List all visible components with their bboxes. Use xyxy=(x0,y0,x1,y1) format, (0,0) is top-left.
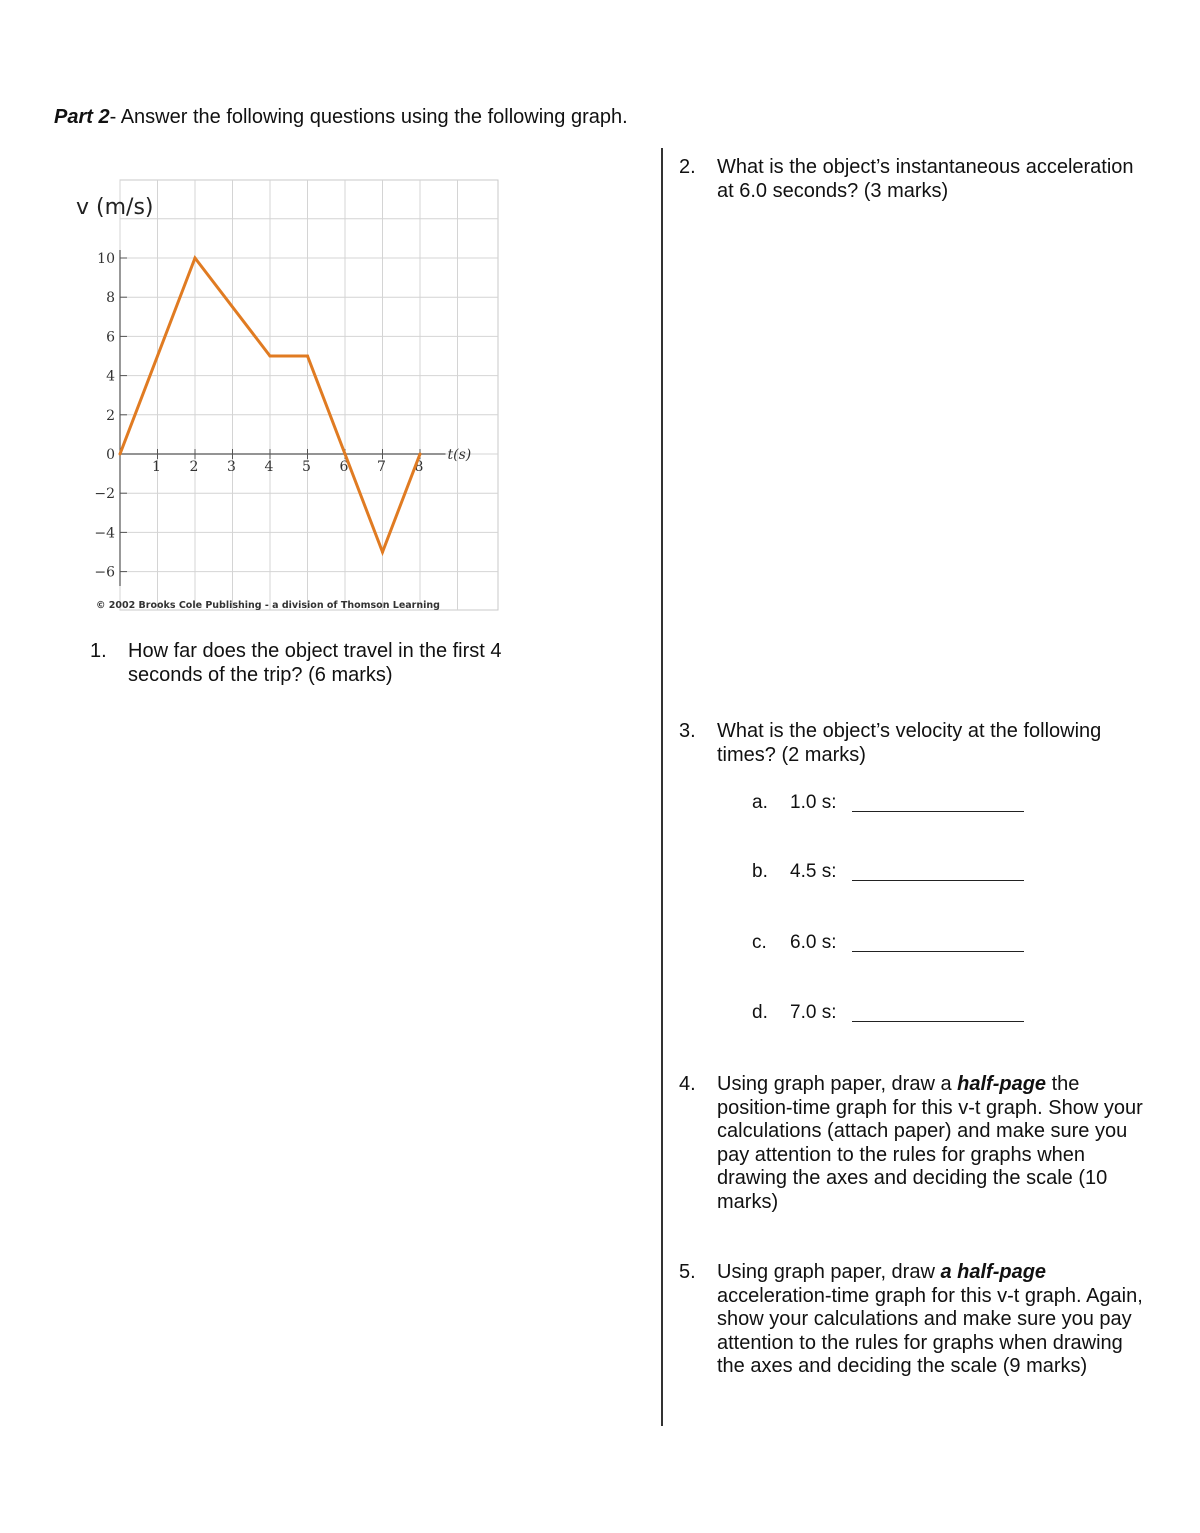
question-5 xyxy=(679,1261,1189,1386)
question-2 xyxy=(679,156,1179,206)
x-axis-label: t(s) xyxy=(447,447,472,463)
question-text-line: at 6.0 seconds? (3 marks) xyxy=(717,179,949,202)
y-tick-label: 4 xyxy=(106,368,115,385)
question-text-line: drawing the axes and deciding the scale (10 xyxy=(717,1167,1108,1189)
question-number: 2. xyxy=(679,156,696,178)
column-divider xyxy=(661,148,663,1426)
data-point xyxy=(306,355,309,358)
x-tick-label: 3 xyxy=(227,459,236,475)
part-instructions: - Answer the following questions using the following graph. xyxy=(109,106,628,128)
text-run: Using graph paper, draw xyxy=(717,1261,941,1283)
answer-blank[interactable] xyxy=(852,880,1024,881)
data-point xyxy=(419,453,422,456)
question-number: 3. xyxy=(679,720,696,742)
x-tick-label: 7 xyxy=(377,459,386,475)
plot-border xyxy=(120,180,498,610)
question-text-line: acceleration-time graph for this v-t graph. Again, xyxy=(717,1284,1143,1307)
question-3 xyxy=(679,720,1179,770)
velocity-time-graph xyxy=(60,178,500,618)
question-number: 4. xyxy=(679,1073,696,1095)
data-point xyxy=(381,551,384,554)
question-1 xyxy=(90,640,570,690)
data-point xyxy=(194,257,197,260)
question-text-line: pay attention to the rules for graphs when xyxy=(717,1143,1086,1166)
data-point xyxy=(119,453,122,456)
x-tick-label: 2 xyxy=(189,459,199,475)
answer-blank[interactable] xyxy=(852,951,1024,952)
item-letter: c. xyxy=(752,932,767,953)
x-tick-label: 8 xyxy=(414,459,424,475)
question-text-line: the axes and deciding the scale (9 marks) xyxy=(717,1355,1088,1377)
answer-item-a xyxy=(752,792,1032,816)
question-text-line: How far does the object travel in the first 4 xyxy=(128,640,502,662)
question-text-line: show your calculations and make sure you pay xyxy=(717,1308,1132,1330)
emphasis-text: a half-page xyxy=(940,1261,1047,1283)
answer-item-d xyxy=(752,1002,1032,1026)
question-text-line: attention to the rules for graphs when drawing xyxy=(717,1331,1123,1354)
y-tick-label: 2 xyxy=(106,407,115,424)
y-tick-label: 0 xyxy=(106,447,115,463)
question-4 xyxy=(679,1073,1179,1218)
question-text-line: What is the object’s velocity at the following xyxy=(717,720,1102,742)
part-heading xyxy=(54,106,628,129)
question-number: 5. xyxy=(679,1261,696,1283)
x-tick-label: 6 xyxy=(339,459,349,475)
question-number: 1. xyxy=(90,640,107,662)
x-tick-label: 4 xyxy=(264,459,274,475)
part-label: Part 2 xyxy=(54,106,110,128)
answer-item-b xyxy=(752,861,1032,885)
question-text-line xyxy=(717,1073,1143,1097)
question-text-line: marks) xyxy=(717,1190,779,1213)
text-run: the xyxy=(1046,1073,1080,1095)
item-label: 4.5 s: xyxy=(790,861,837,882)
question-text-line: position-time graph for this v-t graph. Show your xyxy=(717,1096,1143,1119)
x-tick-label: 5 xyxy=(302,459,311,475)
y-tick-label: −2 xyxy=(94,486,115,503)
y-tick-label: 6 xyxy=(106,329,115,346)
answer-blank[interactable] xyxy=(852,1021,1024,1022)
question-text-line: What is the object’s instantaneous acceleration xyxy=(717,156,1134,178)
item-letter: a. xyxy=(752,792,768,813)
item-label: 1.0 s: xyxy=(790,792,837,813)
question-text-line: times? (2 marks) xyxy=(717,743,866,766)
answer-blank[interactable] xyxy=(852,811,1024,812)
item-letter: b. xyxy=(752,861,768,882)
y-tick-label: 10 xyxy=(97,251,115,267)
x-tick-label: 1 xyxy=(152,459,161,475)
y-axis-label: v (m/s) xyxy=(76,195,154,220)
emphasis-text: half-page xyxy=(957,1073,1047,1095)
item-label: 7.0 s: xyxy=(790,1002,837,1023)
y-tick-label: −4 xyxy=(94,525,115,542)
item-label: 6.0 s: xyxy=(790,932,837,953)
text-run: Using graph paper, draw a xyxy=(717,1073,958,1095)
question-text-line: calculations (attach paper) and make sure you xyxy=(717,1120,1128,1142)
question-text-line: seconds of the trip? (6 marks) xyxy=(128,663,393,686)
copyright-text: © 2002 Brooks Cole Publishing - a division of Thomson Learning xyxy=(96,600,440,611)
chart-svg xyxy=(60,178,500,618)
y-tick-label: −6 xyxy=(94,564,115,581)
answer-item-c xyxy=(752,932,1032,956)
data-point xyxy=(344,453,347,456)
y-tick-label: 8 xyxy=(106,290,115,307)
question-text-line xyxy=(717,1261,1143,1285)
item-letter: d. xyxy=(752,1002,768,1023)
data-point xyxy=(269,355,272,358)
